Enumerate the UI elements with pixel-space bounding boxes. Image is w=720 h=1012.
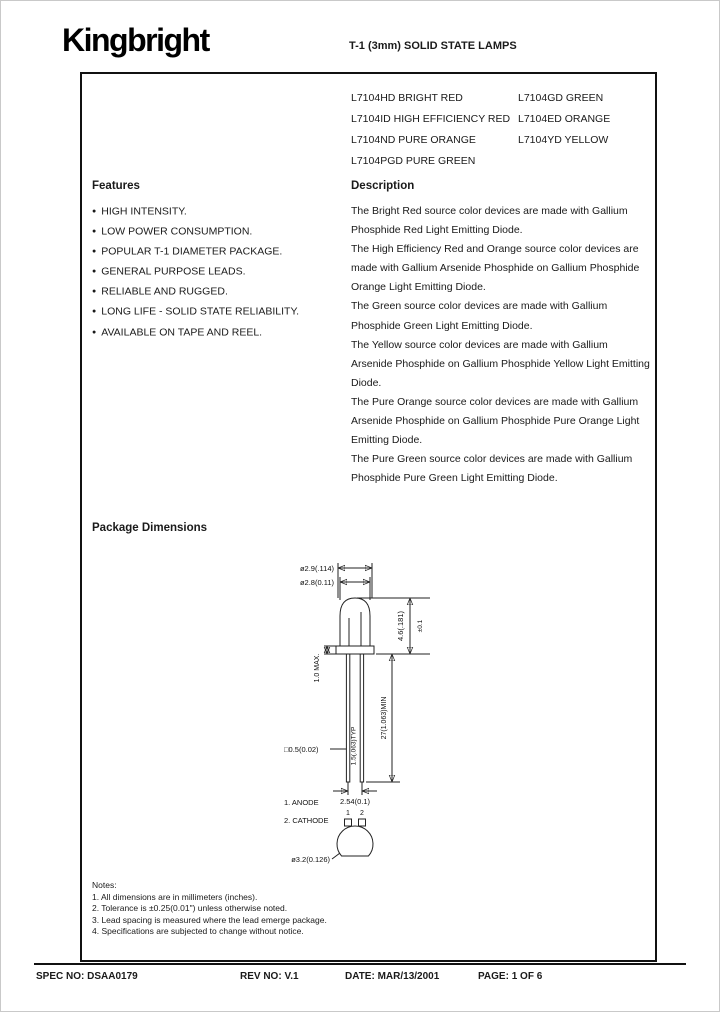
feature-label: HIGH INTENSITY. xyxy=(101,205,187,218)
feature-item xyxy=(92,222,299,242)
pin-1-anode-label: 1. ANODE xyxy=(284,798,319,807)
content-frame xyxy=(80,72,657,962)
feature-item xyxy=(92,242,299,262)
part-number-item: L7104GD GREEN xyxy=(518,92,604,104)
description-paragraphs xyxy=(351,202,651,488)
notes-heading: Notes: xyxy=(92,880,117,890)
part-number-item: L7104ID HIGH EFFICIENCY RED xyxy=(351,113,511,125)
dim-base-diameter-label: ø3.2(0.126) xyxy=(291,855,330,864)
dim-body-height-label: 4.6(.181) xyxy=(396,610,405,642)
bullet-icon: ● xyxy=(92,208,97,215)
feature-item xyxy=(92,282,299,302)
dim-body-height-tolerance-label: ±0.1 xyxy=(417,619,424,633)
part-number-item: L7104ND PURE ORANGE xyxy=(351,134,476,146)
bullet-icon: ● xyxy=(92,308,97,316)
feature-label: LONG LIFE - SOLID STATE RELIABILITY. xyxy=(101,305,300,318)
description-paragraph: The High Efficiency Red and Orange source color devices are made with Gallium Arsenide Phosphide on Gallium Phosphide Orange Light Emitting Diode. xyxy=(351,243,640,294)
dim-lead-length-label: 27(1.063)MIN xyxy=(381,696,388,740)
feature-item xyxy=(92,262,299,282)
feature-label: RELIABLE AND RUGGED. xyxy=(101,285,228,298)
note-item: 4. Specifications are subjected to change without notice. xyxy=(92,926,304,937)
note-item: 1. All dimensions are in millimeters (inches). xyxy=(92,891,258,902)
bottom-view-pad-1 xyxy=(345,819,352,826)
package-dimensions-heading: Package Dimensions xyxy=(92,522,208,534)
dim-lens-diameter-label: ø2.9(.114) xyxy=(299,564,334,573)
led-lead-2 xyxy=(360,654,363,782)
note-item: 2. Tolerance is ±0.25(0.01") unless otherwise noted. xyxy=(92,903,288,914)
part-number-item: L7104HD BRIGHT RED xyxy=(351,92,463,104)
notes-section xyxy=(92,880,327,938)
led-package-drawing xyxy=(240,554,480,890)
dim-standoff-label: 1.0 MAX. xyxy=(314,653,321,683)
pin-1-number: 1 xyxy=(346,810,350,817)
feature-label: LOW POWER CONSUMPTION. xyxy=(101,225,253,238)
note-item: 3. Lead spacing is measured where the lead emerge package. xyxy=(92,914,327,925)
feature-label: POPULAR T-1 DIAMETER PACKAGE. xyxy=(101,245,283,258)
footer-spec-no: SPEC NO: DSAA0179 xyxy=(36,971,138,982)
part-number-item: L7104PGD PURE GREEN xyxy=(351,155,476,167)
dim-lead-square-label: □0.5(0.02) xyxy=(284,745,319,754)
pin-2-number: 2 xyxy=(360,810,364,817)
pin-2-cathode-label: 2. CATHODE xyxy=(284,816,329,825)
feature-item xyxy=(92,323,299,343)
led-body-outline xyxy=(340,598,370,646)
footer-page-no: PAGE: 1 OF 6 xyxy=(478,971,543,982)
bullet-icon: ● xyxy=(92,268,97,276)
feature-label: AVAILABLE ON TAPE AND REEL. xyxy=(101,326,263,339)
part-number-item: L7104ED ORANGE xyxy=(518,113,611,125)
feature-label: GENERAL PURPOSE LEADS. xyxy=(101,265,246,278)
description-paragraph: The Bright Red source color devices are made with Gallium Phosphide Red Light Emitting Diode. xyxy=(351,205,628,237)
bottom-view-epoxy-outline xyxy=(337,826,373,856)
footer-date: DATE: MAR/13/2001 xyxy=(345,971,440,982)
feature-item xyxy=(92,302,299,322)
dim-body-diameter-label: ø2.8(0.11) xyxy=(299,578,334,587)
bullet-icon: ● xyxy=(92,288,97,296)
feature-item xyxy=(92,202,299,222)
document-title: T-1 (3mm) SOLID STATE LAMPS xyxy=(349,40,517,52)
led-lead-1 xyxy=(346,654,349,782)
dim-lead-pitch-label: 2.54(0.1) xyxy=(339,797,371,806)
description-paragraph: The Pure Green source color devices are made with Gallium Phosphide Pure Green Light Emitting Diode. xyxy=(351,453,633,485)
bullet-icon: ● xyxy=(92,328,97,336)
part-number-column-1 xyxy=(351,88,516,172)
notes-list xyxy=(92,892,327,938)
description-heading: Description xyxy=(351,180,415,192)
features-list xyxy=(92,202,299,343)
kingbright-logo: Kingbright xyxy=(62,22,209,58)
features-heading: Features xyxy=(92,180,140,192)
footer-rule xyxy=(34,963,686,965)
led-flange xyxy=(336,646,374,654)
description-paragraph: The Green source color devices are made with Gallium Phosphide Green Light Emitting Diode. xyxy=(351,300,608,332)
description-paragraph: The Yellow source color devices are made with Gallium Arsenide Phosphide on Gallium Phosphide Yellow Light Emitting Diode. xyxy=(351,338,650,389)
part-number-column-2 xyxy=(518,88,658,151)
bottom-view-pad-2 xyxy=(359,819,366,826)
footer-rev-no: REV NO: V.1 xyxy=(240,971,299,982)
bullet-icon: ● xyxy=(92,248,97,256)
description-paragraph: The Pure Orange source color devices are made with Gallium Arsenide Phosphide on Gallium Phosphide Pure Orange Light Emitting Diode. xyxy=(351,395,640,447)
bullet-icon: ● xyxy=(92,228,97,236)
dim-lead-typ-label: 1.5(.063)TYP xyxy=(350,726,358,766)
part-number-item: L7104YD YELLOW xyxy=(518,134,609,146)
